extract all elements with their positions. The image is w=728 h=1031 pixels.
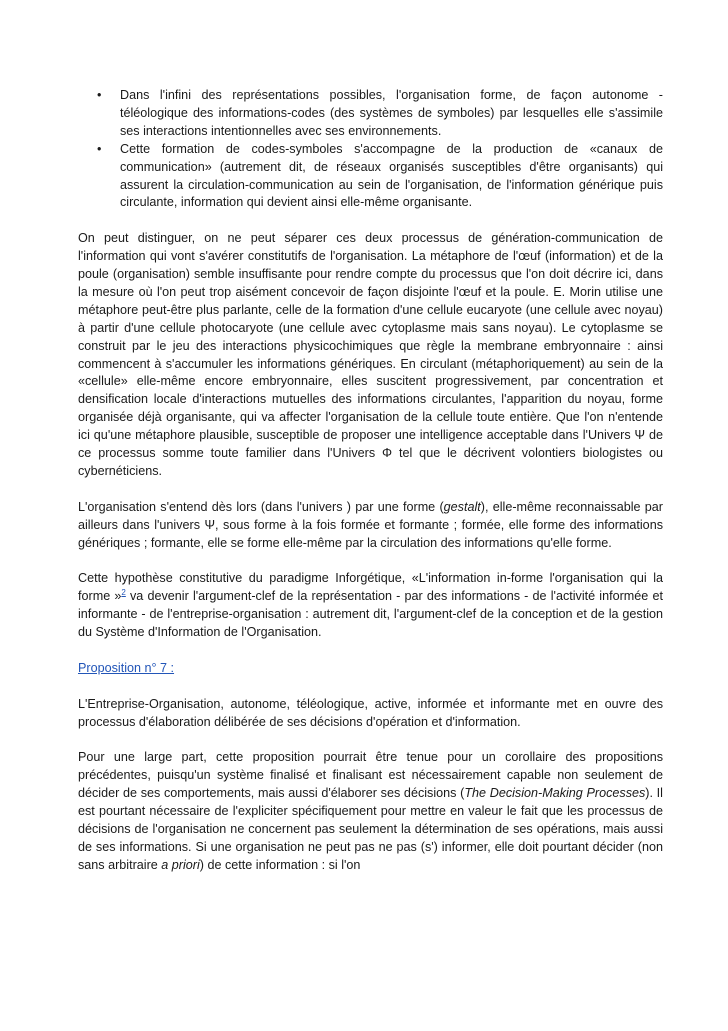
italic-term: a priori xyxy=(161,857,200,872)
italic-term: gestalt xyxy=(443,499,481,514)
bullet-text-2: Cette formation de codes-symboles s'accompagne de la production de «canaux de communication» (autrement dit, de réseaux organisés susceptibles d'être organisants) qui assurent la circulation-communication au sein de l'organisation, de l'information générique puis circulante, information qui devient ainsi elle-même organisante. xyxy=(120,141,663,210)
bullet-list xyxy=(78,87,663,212)
text-run: va devenir l'argument-clef de la représentation - par des informations - de l'activité informée et informante - de l'entreprise-organisation : autrement dit, l'argument-clef de la conception et de la gestion du Système d'Information de l'Organisation. xyxy=(78,589,663,640)
footnote-link[interactable]: 2 xyxy=(121,588,126,598)
paragraph-gap xyxy=(78,212,663,230)
proposition-link[interactable]: Proposition n° 7 : xyxy=(78,660,175,675)
paragraph-organisation-forme xyxy=(78,499,663,553)
italic-term: The Decision-Making Processes xyxy=(464,786,646,801)
paragraph-gap xyxy=(78,481,663,499)
bullet-item-1 xyxy=(78,87,663,141)
paragraph-hypothese xyxy=(78,570,663,642)
paragraph-gap xyxy=(78,732,663,750)
paragraph-metaphore: On peut distinguer, on ne peut séparer ces deux processus de génération-communication de l'information qui vont s'avérer constitutifs de l'organisation. La métaphore de l'œuf (information) et de la poule (organisation) semble insuffisante pour rendre compte du processus que l'on doit décrire ici, dans la mesure où l'on peut trop aisément concevoir de façon disjointe l'œuf et la poule. E. Morin utilise une métaphore peut-être plus parlante, celle de la formation d'une cellule eucaryote (une cellule avec noyau) à partir d'une cellule photocaryote (une cellule avec cytoplasme mais sans noyau). Le cytoplasme se construit par le jeu des interactions physicochimiques que règle la membrane embryonnaire : ainsi commencent à s'accumuler les informations génériques. En circulant (métaphoriquement) au sein de la «cellule» elle-même encore embryonnaire, elles suscitent progressivement, par concentration et densification locale d'interactions mutuelles des informations circulantes, l'apparition du noyau, forme organisée déjà organisante, qui va affecter l'organisation de la cellule toute entière. Que l'on n'entende ici qu'une métaphore plausible, susceptible de proposer une intelligence acceptable dans l'Univers Ψ de ce processus somme toute familier dans l'Univers Φ tel que le décrivent volontiers biologistes ou cybernéticiens. xyxy=(78,231,663,479)
text-run: ), elle-même reconnaissable par ailleurs dans l'univers Ψ, sous forme à la fois formée et formante ; formée, elle forme des informations génériques ; formante, elle se forme elle-même par la circulation des informations qu'elle forme. xyxy=(78,499,663,550)
bullet-item-2 xyxy=(78,141,663,213)
document-page xyxy=(78,87,663,875)
text-run: Pour une large part, cette proposition pourrait être tenue pour un corollaire des propositions précédentes, puisqu'un système finalisé et finalisant est nécessairement capable non seulement de décider de ses comportements, mais aussi d'élaborer ses décisions ( xyxy=(78,750,663,801)
paragraph-decisions xyxy=(78,749,663,874)
bullet-icon: • xyxy=(97,88,102,102)
bullet-icon: • xyxy=(97,141,102,156)
bullet-text-1: Dans l'infini des représentations possibles, l'organisation forme, de façon autonome - téléologique des informations-codes (des systèmes de symboles) par lesquelles elle s'assimile ses interactions intentionnelles avec ses environnements. xyxy=(120,88,663,138)
paragraph-gap xyxy=(78,553,663,571)
text-run: ) de cette information : si l'on xyxy=(199,857,361,872)
paragraph-gap xyxy=(78,678,663,696)
text-run: L'organisation s'entend dès lors (dans l'univers ) par une forme ( xyxy=(78,499,444,514)
text-run: ). Il est pourtant nécessaire de l'expliciter spécifiquement pour mettre en valeur le fait que les processus de décisions de l'organisation ne concernent pas seulement la détermination de ses opérations, mais aussi de ses informations. Si une organisation ne peut pas ne pas (s') informer, elle doit pourtant décider (non sans arbitraire xyxy=(78,786,663,872)
text-run: Cette hypothèse constitutive du paradigme Inforgétique, «L'information in-forme l'organisation qui la forme » xyxy=(78,571,663,604)
paragraph-gap xyxy=(78,642,663,660)
paragraph-proposition: L'Entreprise-Organisation, autonome, téléologique, active, informée et informante met en ouvre des processus d'élaboration délibérée de ses décisions d'opération et d'information. xyxy=(78,696,663,729)
proposition-heading xyxy=(78,660,663,678)
